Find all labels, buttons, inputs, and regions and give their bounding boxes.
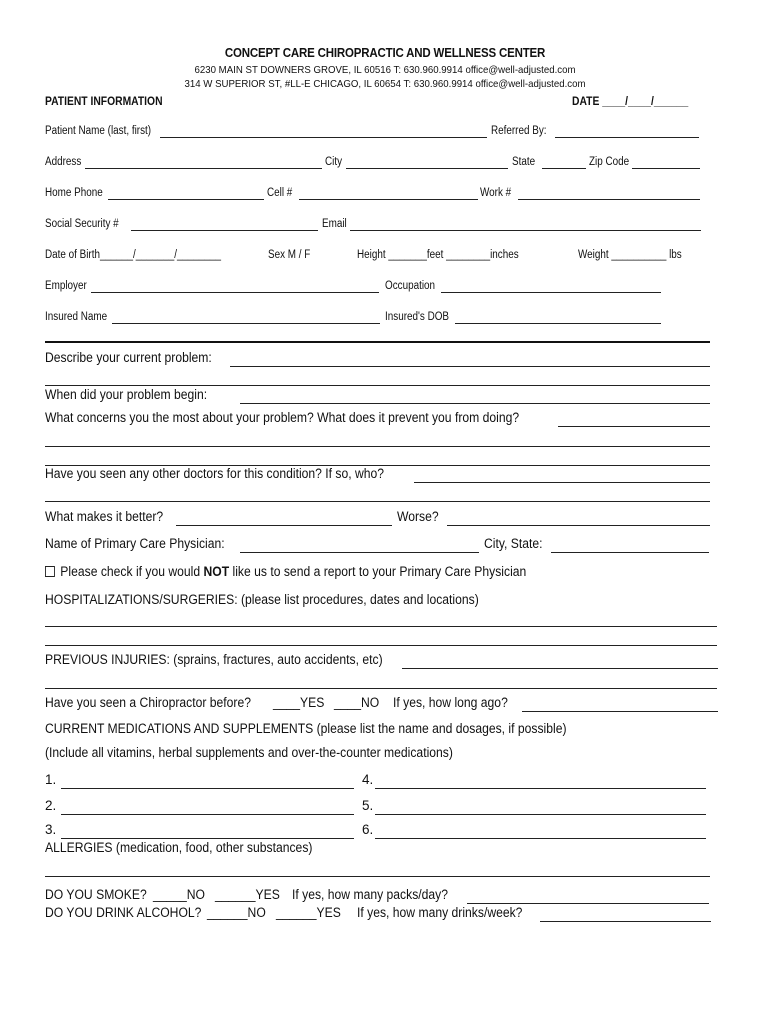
city-field[interactable] [346, 168, 508, 169]
section-patient-information: PATIENT INFORMATION [45, 94, 163, 108]
chiropractor-howlong-field[interactable] [522, 711, 718, 712]
clinic-title: CONCEPT CARE CHIROPRACTIC AND WELLNESS CENTER [224, 46, 546, 60]
date-field[interactable]: DATE ____/____/______ [572, 94, 689, 108]
employer-field[interactable] [91, 292, 379, 293]
medication-number-1: 1. [45, 772, 57, 787]
address-label: Address [45, 156, 82, 168]
home-phone-field[interactable] [108, 199, 264, 200]
other-doctors-field-line2[interactable] [45, 501, 710, 502]
current-problem-label: Describe your current problem: [45, 350, 212, 365]
injuries-field-line2[interactable] [45, 688, 717, 689]
chiropractor-no[interactable]: ____NO [334, 695, 380, 710]
injuries-field[interactable] [402, 668, 718, 669]
alcohol-no[interactable]: ______NO [207, 905, 266, 920]
pcp-report-optout[interactable] [45, 564, 526, 579]
medications-label: CURRENT MEDICATIONS AND SUPPLEMENTS (please list the name and dosages, if possible) [45, 721, 567, 736]
medication-number-2: 2. [45, 798, 57, 813]
concerns-label: What concerns you the most about your problem? What does it prevent you from doing? [45, 410, 520, 425]
smoke-question: DO YOU SMOKE? [45, 887, 147, 902]
medication-number-5: 5. [362, 798, 374, 813]
insured-name-field[interactable] [112, 323, 380, 324]
date-of-birth-field[interactable]: Date of Birth______/_______/________ [45, 249, 221, 261]
chiropractor-question: Have you seen a Chiropractor before? [45, 695, 252, 710]
patient-name-field[interactable] [160, 137, 487, 138]
pcp-city-state-field[interactable] [551, 552, 709, 553]
city-label: City [325, 156, 343, 168]
alcohol-question: DO YOU DRINK ALCOHOL? [45, 905, 202, 920]
medication-number-3: 3. [45, 822, 57, 837]
ssn-label: Social Security # [45, 218, 119, 230]
medication-field-2[interactable] [61, 814, 354, 815]
cell-field[interactable] [299, 199, 478, 200]
hospitalizations-label: HOSPITALIZATIONS/SURGERIES: (please list procedures, dates and locations) [45, 592, 479, 607]
state-field[interactable] [542, 168, 586, 169]
occupation-field[interactable] [441, 292, 661, 293]
problem-begin-field[interactable] [240, 403, 710, 404]
medication-number-6: 6. [362, 822, 374, 837]
allergies-label: ALLERGIES (medication, food, other substances) [45, 840, 313, 855]
pcp-name-field[interactable] [240, 552, 479, 553]
address-field[interactable] [85, 168, 322, 169]
alcohol-yes[interactable]: ______YES [276, 905, 341, 920]
smoke-yes[interactable]: ______YES [215, 887, 280, 902]
clinic-address-chicago: 314 W SUPERIOR ST, #LL-E CHICAGO, IL 60654 T: 630.960.9914 office@well-adjusted.com [184, 78, 586, 90]
medication-field-3[interactable] [61, 838, 354, 839]
cell-label: Cell # [267, 187, 293, 199]
clinic-address-downers-grove: 6230 MAIN ST DOWNERS GROVE, IL 60516 T: 630.960.9914 office@well-adjusted.com [194, 64, 576, 76]
work-field[interactable] [518, 199, 700, 200]
pcp-city-state-label: City, State: [484, 536, 543, 551]
hospitalizations-field-line2[interactable] [45, 645, 717, 646]
hospitalizations-field-line1[interactable] [45, 626, 717, 627]
better-label: What makes it better? [45, 509, 164, 524]
zip-code-label: Zip Code [589, 156, 630, 168]
ssn-field[interactable] [131, 230, 318, 231]
other-doctors-field[interactable] [414, 482, 710, 483]
injuries-label: PREVIOUS INJURIES: (sprains, fractures, auto accidents, etc) [45, 652, 383, 667]
concerns-field[interactable] [558, 426, 710, 427]
referred-by-field[interactable] [555, 137, 699, 138]
zip-code-field[interactable] [632, 168, 700, 169]
pcp-report-suffix: like us to send a report to your Primary Care Physician [232, 564, 527, 579]
employer-label: Employer [45, 280, 87, 292]
referred-by-label: Referred By: [491, 125, 547, 137]
insured-dob-label: Insured's DOB [385, 311, 450, 323]
height-field[interactable]: Height _______feet ________inches [357, 249, 519, 261]
medication-field-6[interactable] [375, 838, 706, 839]
medications-note: (Include all vitamins, herbal supplements and over-the-counter medications) [45, 745, 453, 760]
state-label: State [512, 156, 536, 168]
worse-label: Worse? [397, 509, 439, 524]
insured-dob-field[interactable] [455, 323, 661, 324]
pcp-report-checkbox[interactable] [45, 566, 55, 577]
problem-begin-label: When did your problem begin: [45, 387, 208, 402]
pcp-name-label: Name of Primary Care Physician: [45, 536, 225, 551]
alcohol-followup-field[interactable] [540, 921, 711, 922]
current-problem-field[interactable] [230, 366, 710, 367]
smoke-followup-field[interactable] [467, 903, 709, 904]
work-label: Work # [480, 187, 512, 199]
sex-field[interactable]: Sex M / F [268, 249, 311, 261]
medication-field-4[interactable] [375, 788, 706, 789]
section-divider [45, 341, 710, 343]
email-label: Email [322, 218, 347, 230]
alcohol-followup-label: If yes, how many drinks/week? [357, 905, 523, 920]
worse-field[interactable] [447, 525, 710, 526]
chiropractor-howlong-label: If yes, how long ago? [393, 695, 508, 710]
smoke-no[interactable]: _____NO [153, 887, 206, 902]
insured-name-label: Insured Name [45, 311, 108, 323]
occupation-label: Occupation [385, 280, 436, 292]
medication-field-5[interactable] [375, 814, 706, 815]
chiropractor-yes[interactable]: ____YES [273, 695, 325, 710]
home-phone-label: Home Phone [45, 187, 103, 199]
concerns-field-line2[interactable] [45, 446, 710, 447]
other-doctors-label: Have you seen any other doctors for this condition? If so, who? [45, 466, 385, 481]
patient-name-label: Patient Name (last, first) [45, 125, 152, 137]
pcp-report-not: NOT [203, 564, 230, 579]
medication-number-4: 4. [362, 772, 374, 787]
allergies-field[interactable] [45, 876, 710, 877]
smoke-followup-label: If yes, how many packs/day? [292, 887, 449, 902]
current-problem-field-line2[interactable] [45, 385, 710, 386]
email-field[interactable] [350, 230, 701, 231]
weight-field[interactable]: Weight __________ lbs [578, 249, 682, 261]
pcp-report-prefix: Please check if you would [60, 564, 201, 579]
better-field[interactable] [176, 525, 392, 526]
medication-field-1[interactable] [61, 788, 354, 789]
